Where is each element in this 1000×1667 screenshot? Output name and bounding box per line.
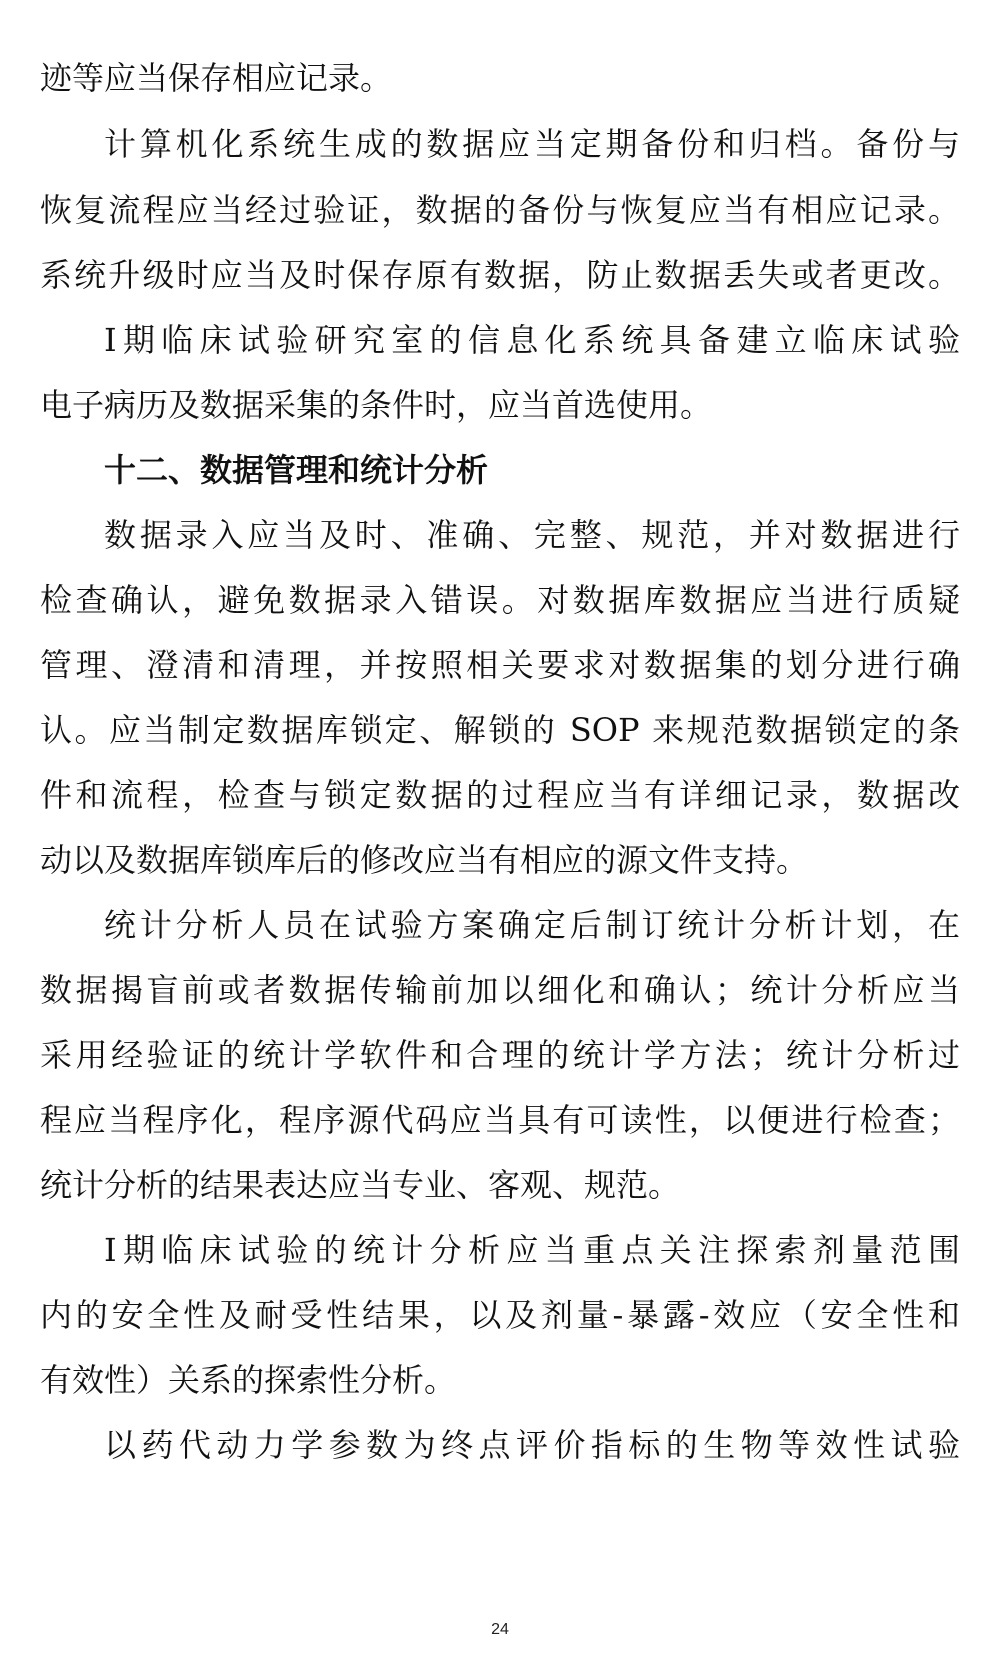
text-line: 程应当程序化，程序源代码应当具有可读性，以便进行检查； xyxy=(40,1101,960,1139)
paragraph-first-line: 数据录入应当及时、准确、完整、规范，并对数据进行 xyxy=(104,516,960,554)
paragraph-first-line: 以药代动力学参数为终点评价指标的生物等效性试验 xyxy=(104,1426,960,1464)
text-line: 恢复流程应当经过验证，数据的备份与恢复应当有相应记录。 xyxy=(40,191,960,229)
text-line: 件和流程，检查与锁定数据的过程应当有详细记录，数据改 xyxy=(40,776,960,814)
text-line: 采用经验证的统计学软件和合理的统计学方法；统计分析过 xyxy=(40,1036,960,1074)
paragraph-first-line: 计算机化系统生成的数据应当定期备份和归档。备份与 xyxy=(104,125,960,163)
text-line: 系统升级时应当及时保存原有数据，防止数据丢失或者更改。 xyxy=(40,256,960,294)
text-line: 有效性）关系的探索性分析。 xyxy=(40,1361,457,1399)
paragraph-first-line: 统计分析人员在试验方案确定后制订统计分析计划，在 xyxy=(104,906,960,944)
section-heading: 十二、数据管理和统计分析 xyxy=(104,451,489,489)
text-line: 数据揭盲前或者数据传输前加以细化和确认；统计分析应当 xyxy=(40,971,960,1009)
paragraph-first-line: Ⅰ期临床试验研究室的信息化系统具备建立临床试验 xyxy=(104,321,960,359)
text-line: 管理、澄清和清理，并按照相关要求对数据集的划分进行确 xyxy=(40,646,960,684)
page-number: 24 xyxy=(491,1621,509,1638)
text-line: 检查确认，避免数据录入错误。对数据库数据应当进行质疑 xyxy=(40,581,960,619)
text-line: 迹等应当保存相应记录。 xyxy=(40,59,393,97)
text-line: 统计分析的结果表达应当专业、客观、规范。 xyxy=(40,1166,681,1204)
paragraph-first-line: Ⅰ期临床试验的统计分析应当重点关注探索剂量范围 xyxy=(104,1231,960,1269)
text-line: 电子病历及数据采集的条件时，应当首选使用。 xyxy=(40,386,713,424)
text-line: 认。应当制定数据库锁定、解锁的 SOP 来规范数据锁定的条 xyxy=(40,711,960,749)
text-line: 内的安全性及耐受性结果，以及剂量-暴露-效应（安全性和 xyxy=(40,1296,960,1334)
text-line: 动以及数据库锁库后的修改应当有相应的源文件支持。 xyxy=(40,841,809,879)
